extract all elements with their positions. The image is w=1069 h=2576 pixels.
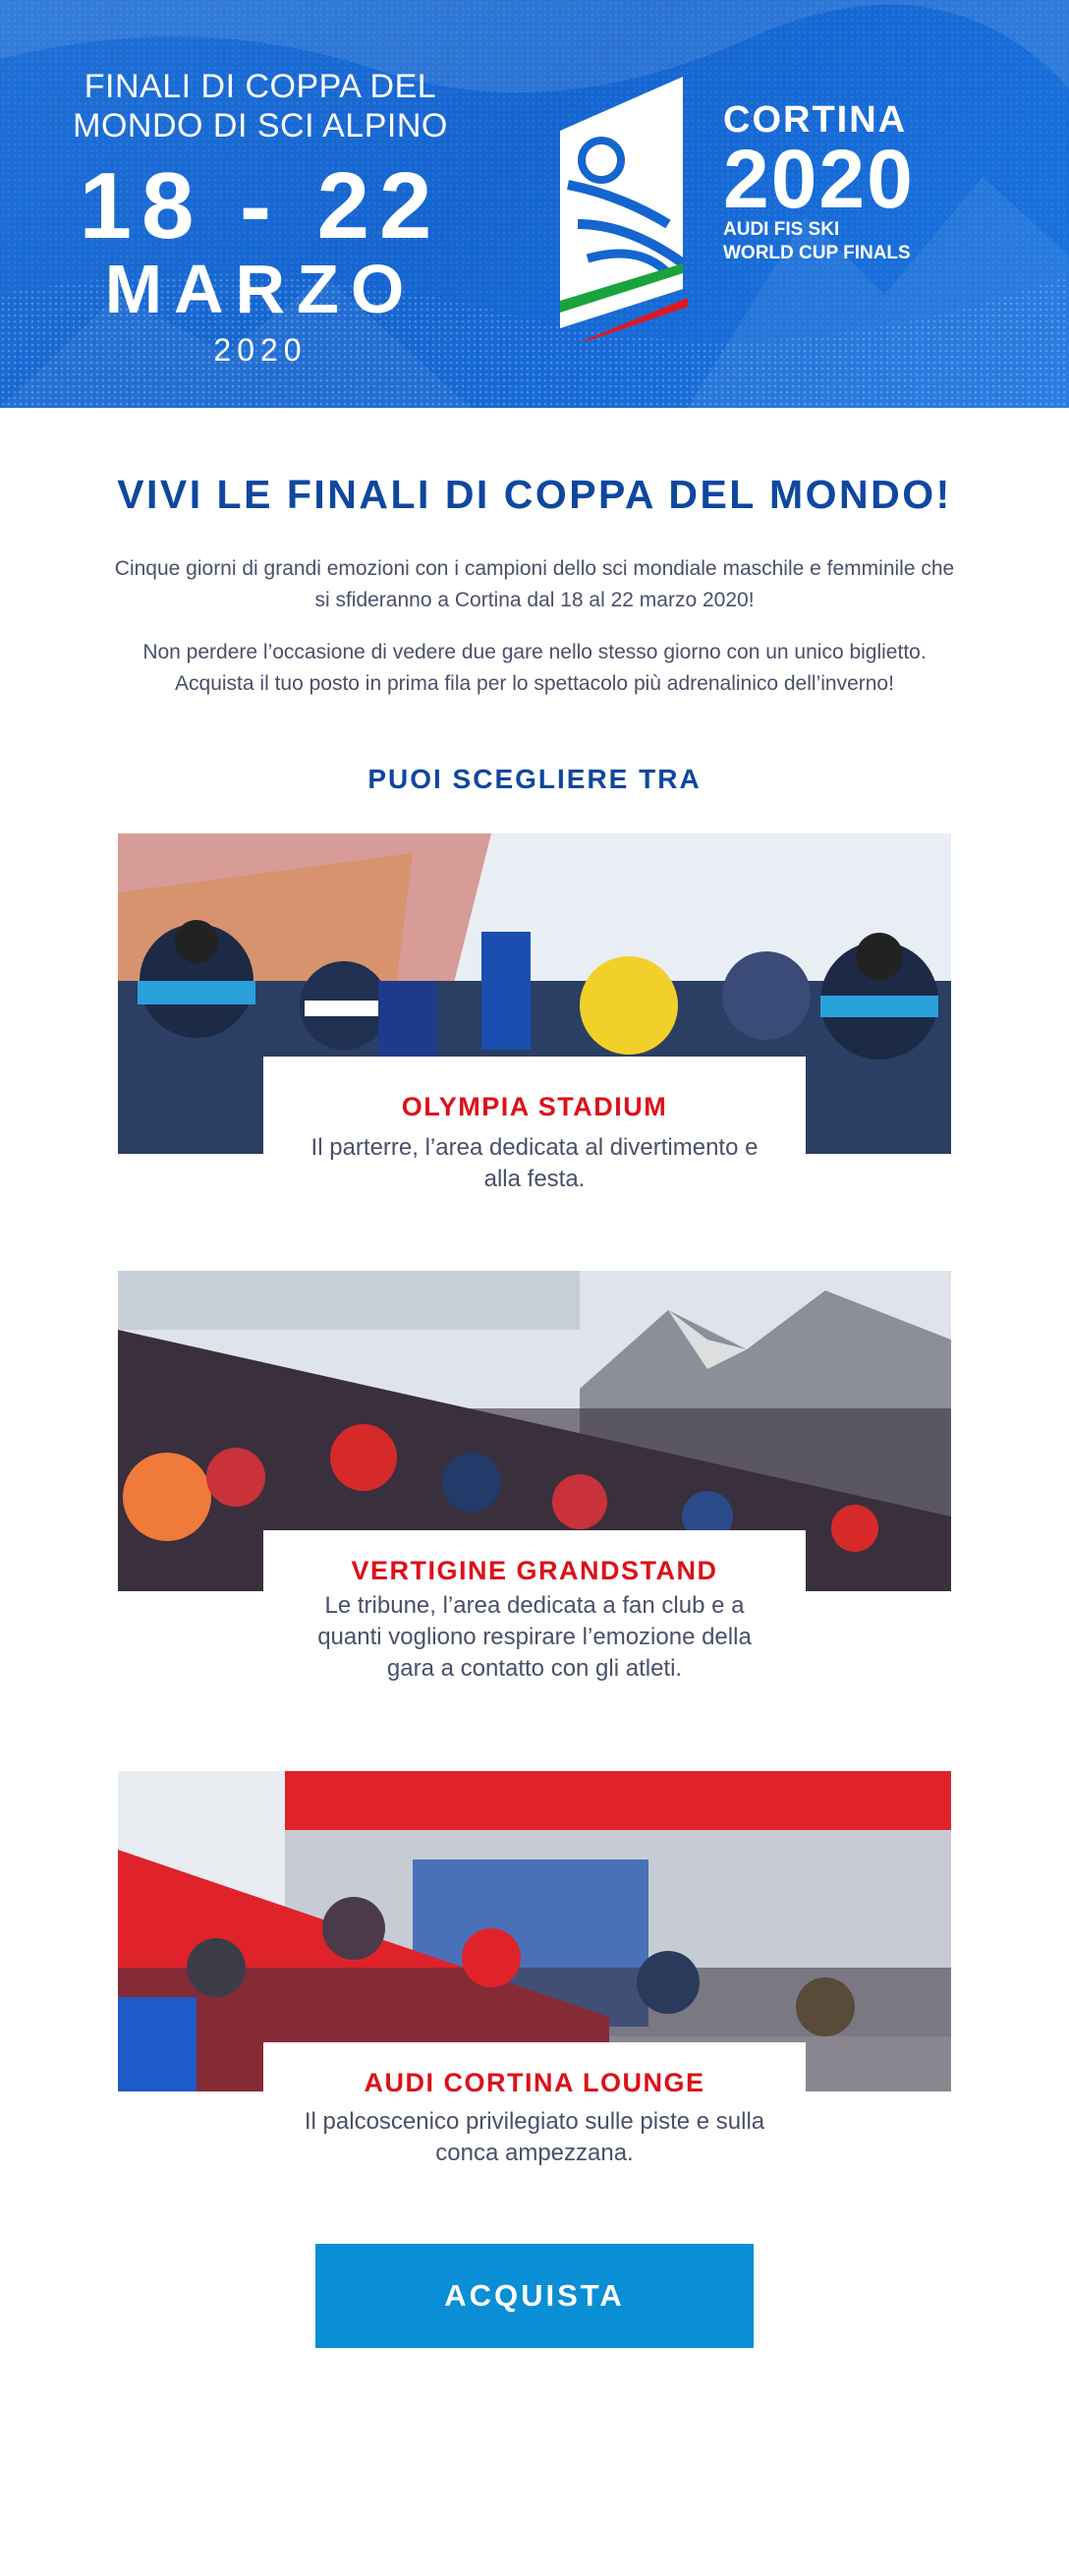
logo-line-1: AUDI FIS SKI: [723, 219, 840, 240]
acquista-button[interactable]: ACQUISTA: [315, 2244, 754, 2348]
option-card-vertigine-grandstand: [263, 1530, 806, 1717]
option-card-olympia-stadium: [263, 1057, 806, 1214]
option-description: Il parterre, l’area dedicata al divertimento e alla festa.: [310, 1134, 759, 1192]
option-description: Le tribune, l’area dedicata a fan club e a quanti vogliono respirare l’emozione della gara a contatto con gli atleti.: [317, 1592, 752, 1682]
logo-line-2: WORLD CUP FINALS: [723, 243, 911, 263]
intro-paragraph-2: Non perdere l’occasione di vedere due gare nello stesso giorno con un unico biglietto. Acquista il tuo posto in prima fila per lo spettacolo più adrenalinico dell’inverno!: [142, 641, 927, 695]
option-description: Il palcoscenico privilegiato sulle piste e sulla conca ampezzana.: [304, 2108, 765, 2166]
cortina-2020-skier-logo-icon: [550, 77, 693, 342]
hero-subtitle-line-1: FINALI DI COPPA DEL: [84, 68, 437, 105]
page-title: VIVI LE FINALI DI COPPA DEL MONDO!: [117, 472, 952, 517]
logo-year: 2020: [723, 133, 915, 225]
hero-month: MARZO: [104, 251, 417, 327]
hero-logo-text: [723, 100, 915, 265]
hero-subtitle-line-2: MONDO DI SCI ALPINO: [73, 107, 448, 144]
hero-banner: [0, 0, 1069, 408]
option-card-audi-cortina-lounge: [263, 2042, 806, 2180]
option-title: AUDI CORTINA LOUNGE: [364, 2068, 705, 2097]
logo-city: CORTINA: [723, 99, 908, 141]
hero-year: 2020: [213, 332, 308, 368]
option-title: OLYMPIA STADIUM: [401, 1092, 668, 1121]
hero-event-info: [39, 67, 481, 370]
hero-dates: 18 - 22: [79, 153, 442, 258]
choose-heading: PUOI SCEGLIERE TRA: [367, 764, 702, 794]
option-title: VERTIGINE GRANDSTAND: [351, 1556, 718, 1585]
intro-paragraph-1: Cinque giorni di grandi emozioni con i campioni dello sci mondiale maschile e femminile che si sfideranno a Cortina dal 18 al 22 marzo 2020!: [114, 557, 955, 611]
